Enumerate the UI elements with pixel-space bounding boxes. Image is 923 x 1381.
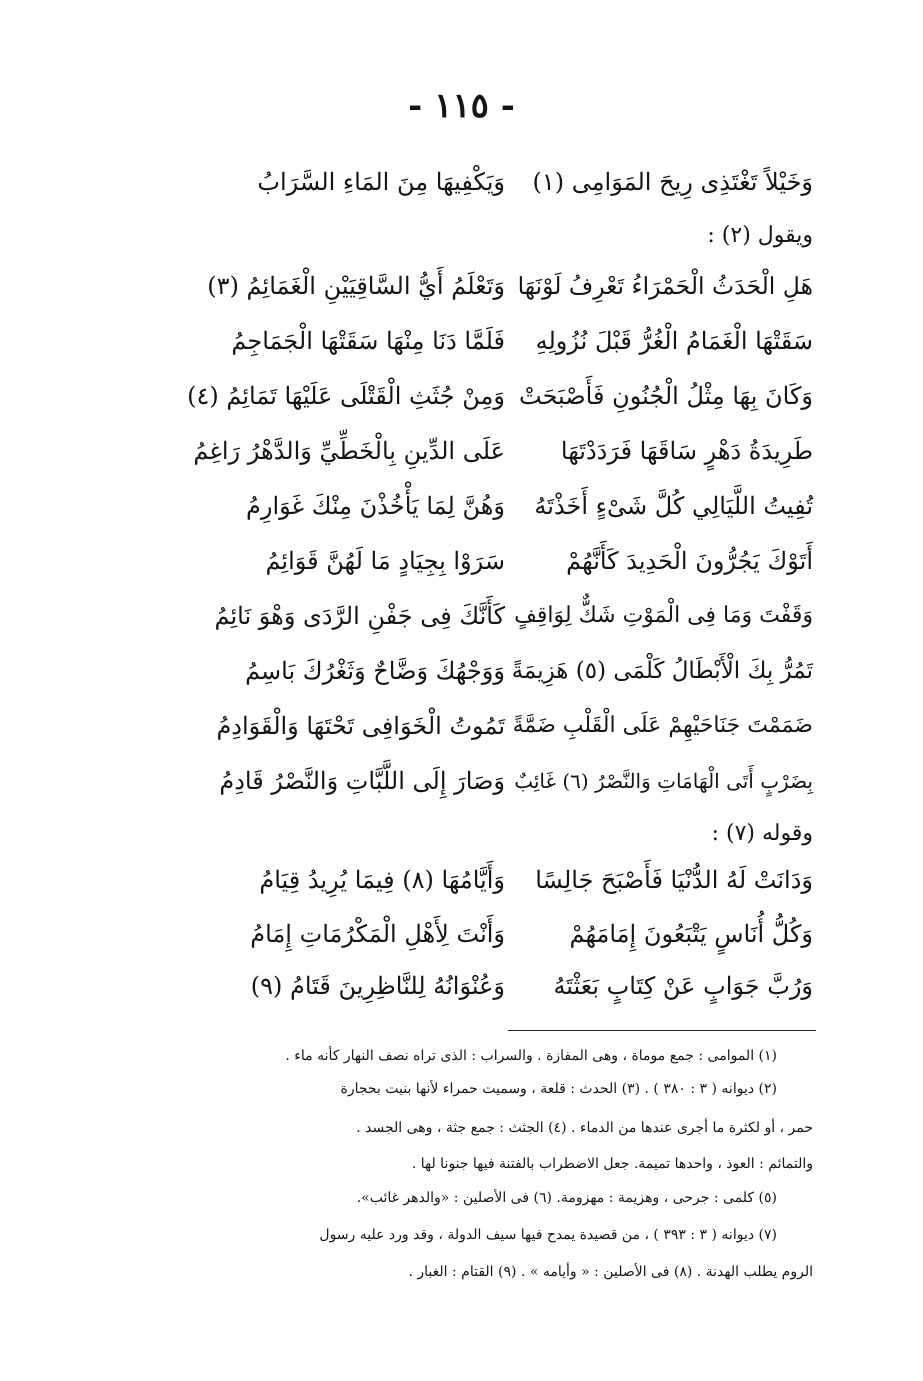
verse-9-first-hemistich: تَمُرُّ بِكَ الْأَبْطَالُ كَلْمَى (٥) هَزِيمَةً [511, 658, 813, 684]
verse-7-second-hemistich: سَرَوْا بِجِيَادٍ مَا لَهُنَّ قَوَائِمُ [265, 547, 505, 575]
verse-7-first-hemistich: أَتَوْكَ يَجُرُّونَ الْحَدِيدَ كَأَنَّهُمْ [566, 547, 813, 575]
verse-12-first-hemistich: وَدَانَتْ لَهُ الدُّنْيَا فَأَصْبَحَ جَالِسًا [535, 866, 813, 894]
verse-11-second-hemistich: وَصَارَ إِلَى اللَّبَّاتِ وَالنَّصْرُ قَادِمُ [219, 767, 505, 795]
verse-14-first-hemistich: وَرُبَّ جَوَابٍ عَنْ كِتَابٍ بَعَثْتَهُ [553, 972, 813, 1000]
footnote-line-2: (٢) ديوانه ( ٣ : ٣٨٠ ) . (٣) الحدث : قلعة ، وسميت حمراء لأنها بنيت بحجارة [340, 1081, 777, 1097]
verse-8-first-hemistich: وَقَفْتَ وَمَا فِى الْمَوْتِ شَكٌّ لِوَاقِفٍ [514, 603, 813, 628]
intro-line-2: ويقول (٢) : [707, 223, 813, 248]
intro-line-7: وقوله (٧) : [711, 821, 813, 846]
verse-10-second-hemistich: تَمُوتُ الْخَوَافِى تَحْتَهَا وَالْقَوَادِمُ [216, 712, 505, 740]
footnote-line-4: والتمائم : العوذ ، واحدها تميمة. جعل الاضطراب بالفتنة فيها جنونا لها . [411, 1156, 813, 1172]
verse-5-second-hemistich: عَلَى الدِّينِ بِالْخَطِّيِّ وَالدَّهْرُ رَاغِمُ [193, 437, 505, 465]
verse-13-second-hemistich: وَأَنْتَ لِأَهْلِ الْمَكْرُمَاتِ إِمَامُ [250, 920, 505, 948]
verse-13-first-hemistich: وَكُلُّ أُنَاسٍ يَتْبَعُونَ إِمَامَهُمْ [569, 920, 813, 948]
verse-4-first-hemistich: وَكَانَ بِهَا مِثْلُ الْجُنُونِ فَأَصْبَحَتْ [519, 382, 813, 410]
footnote-line-3: حمر ، أو لكثرة ما أجرى عندها من الدماء . (٤) الجثث : جمع جثة ، وهى الجسد . [356, 1120, 813, 1136]
verse-1-second-hemistich: وَيَكْفِيهَا مِنَ المَاءِ السَّرَابُ [257, 168, 505, 196]
footnote-line-5: (٥) كلمى : جرحى ، وهزيمة : مهزومة. (٦) فى الأصلين : «والدهر غائب». [356, 1190, 777, 1206]
page-number: - ١١٥ - [408, 86, 515, 126]
verse-1-first-hemistich: وَخَيْلاً تَغْتَذِى رِيحَ المَوَامِى (١) [532, 168, 813, 196]
verse-2-first-hemistich: هَلِ الْحَدَثُ الْحَمْرَاءُ تَعْرِفُ لَوْنَهَا [517, 272, 813, 300]
verse-14-second-hemistich: وَعُنْوَانُهُ لِلنَّاظِرِينَ قَتَامُ (٩) [250, 972, 505, 1000]
verse-2-second-hemistich: وَتَعْلَمُ أَيُّ السَّاقِيَيْنِ الْغَمَائِمُ (٣) [207, 272, 505, 300]
verse-5-first-hemistich: طَرِيدَةُ دَهْرٍ سَاقَهَا فَرَدَدْتَهَا [560, 437, 813, 465]
footnote-line-7: الروم يطلب الهدنة . (٨) فى الأصلين : « وأيامه » . (٩) القتام : الغبار . [408, 1264, 813, 1280]
verse-8-second-hemistich: كَأَنَّكَ فِى جَفْنِ الرَّدَى وَهْوَ نَائِمُ [214, 602, 505, 630]
verse-6-second-hemistich: وَهُنَّ لِمَا يَأْخُذْنَ مِنْكَ غَوَارِمُ [246, 492, 505, 520]
verse-12-second-hemistich: وَأَيَّامُهَا (٨) فِيمَا يُرِيدُ قِيَامُ [259, 866, 505, 894]
footnote-separator [508, 1030, 816, 1031]
verse-10-first-hemistich: ضَمَمْتَ جَنَاحَيْهِمْ عَلَى الْقَلْبِ ضَمَّةً [512, 713, 813, 738]
footnote-line-6: (٧) ديوانه ( ٣ : ٣٩٣ ) ، من قصيدة يمدح فيها سيف الدولة ، وقد ورد عليه رسول [319, 1227, 777, 1243]
verse-11-first-hemistich: بِضَرْبٍ أَتَى الْهَامَاتِ وَالنَّصْرُ (٦) غَائِبٌ [514, 769, 813, 793]
verse-6-first-hemistich: تُفِيتُ اللَّيَالِي كُلَّ شَىْءٍ أَخَذْتَهُ [534, 492, 813, 520]
verse-3-first-hemistich: سَقَتْهَا الْغَمَامُ الْغُرُّ قَبْلَ نُزُولِهِ [535, 327, 813, 355]
verse-9-second-hemistich: وَوَجْهُكَ وَضَّاحٌ وَثَغْرُكَ بَاسِمُ [245, 657, 505, 685]
verse-3-second-hemistich: فَلَمَّا دَنَا مِنْهَا سَقَتْهَا الْجَمَاجِمُ [231, 327, 505, 355]
verse-4-second-hemistich: وَمِنْ جُثَثِ الْقَتْلَى عَلَيْهَا تَمَائِمُ (٤) [187, 382, 505, 410]
footnote-line-1: (١) الموامى : جمع موماة ، وهى المفازة . والسراب : الذى تراه نصف النهار كأنه ماء . [285, 1048, 777, 1064]
